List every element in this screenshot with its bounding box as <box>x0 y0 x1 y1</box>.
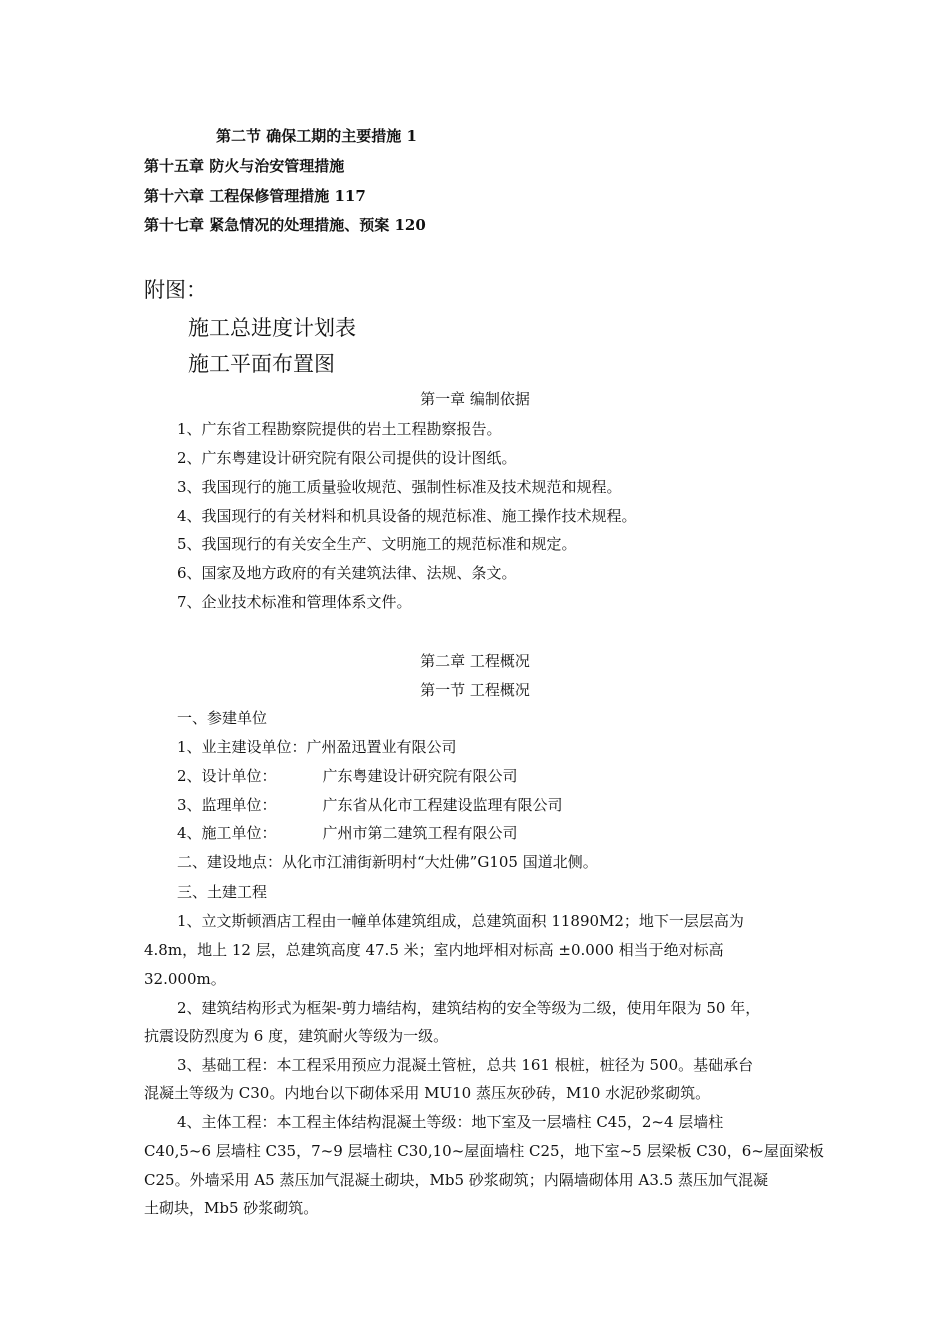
paragraph-line: 混凝土等级为 C30。内地台以下砌体采用 MU10 蒸压灰砂砖，M10 水泥砂浆砌筑。 <box>144 1084 711 1102</box>
paragraph-line: C25。外墙采用 A5 蒸压加气混凝土砌块，Mb5 砂浆砌筑；内隔墙砌体用 A3.5 蒸压加气混凝 <box>144 1171 768 1189</box>
toc-section2: 第二节 确保工期的主要措施 1 <box>216 127 417 145</box>
participant-row <box>177 766 518 786</box>
appendix-item: 施工总进度计划表 <box>188 316 356 340</box>
paragraph-line: 4、主体工程：本工程主体结构混凝土等级：地下室及一层墙柱 C45，2~4 层墙柱 <box>177 1113 724 1131</box>
paragraph-line: 抗震设防烈度为 6 度，建筑耐火等级为一级。 <box>144 1027 449 1045</box>
appendix-heading: 附图： <box>144 278 207 302</box>
list-item: 2、广东粤建设计研究院有限公司提供的设计图纸。 <box>177 449 517 467</box>
list-item: 6、国家及地方政府的有关建筑法律、法规、条文。 <box>177 564 517 582</box>
participant-row <box>177 795 563 815</box>
participant-row <box>177 737 457 757</box>
participants-heading: 一、参建单位 <box>177 709 268 727</box>
toc-chapter16: 第十六章 工程保修管理措施 117 <box>144 187 366 205</box>
toc-chapter15: 第十五章 防火与治安管理措施 <box>144 157 345 175</box>
paragraph-line: 2、建筑结构形式为框架-剪力墙结构，建筑结构的安全等级为二级，使用年限为 50 年， <box>177 999 761 1017</box>
paragraph-line: C40,5~6 层墙柱 C35，7~9 层墙柱 C30,10~屋面墙柱 C25，地下室~5 层梁板 C30，6~屋面梁板 <box>144 1142 824 1160</box>
list-item: 7、企业技术标准和管理体系文件。 <box>177 593 412 611</box>
appendix-item: 施工平面布置图 <box>188 352 335 376</box>
list-item: 5、我国现行的有关安全生产、文明施工的规范标准和规定。 <box>177 535 577 553</box>
paragraph-line: 32.000m。 <box>144 970 226 988</box>
paragraph-line: 3、基础工程：本工程采用预应力混凝土管桩，总共 161 根桩，桩径为 500。基础承台 <box>177 1056 754 1074</box>
participant-value: 广州市第二建筑工程有限公司 <box>322 824 518 842</box>
participant-row <box>177 823 518 843</box>
chapter1-title: 第一章 编制依据 <box>420 390 530 408</box>
participant-value: 广州盈迅置业有限公司 <box>306 738 457 756</box>
participant-label: 1、业主建设单位： <box>177 738 307 756</box>
participant-label: 2、设计单位： <box>177 767 277 785</box>
participant-value: 广东粤建设计研究院有限公司 <box>322 767 518 785</box>
toc-chapter17: 第十七章 紧急情况的处理措施、预案 120 <box>144 216 426 234</box>
list-item: 1、广东省工程勘察院提供的岩土工程勘察报告。 <box>177 420 502 438</box>
paragraph-line: 1、立文斯顿酒店工程由一幢单体建筑组成，总建筑面积 11890M2；地下一层层高为 <box>177 912 744 930</box>
participant-label: 4、施工单位： <box>177 824 277 842</box>
civil-heading: 三、土建工程 <box>177 883 268 901</box>
chapter2-section1-title: 第一节 工程概况 <box>420 681 530 699</box>
paragraph-line: 4.8m，地上 12 层，总建筑高度 47.5 米；室内地坪相对标高 ±0.000 相当于绝对标高 <box>144 941 724 959</box>
participant-value: 广东省从化市工程建设监理有限公司 <box>322 796 563 814</box>
list-item: 3、我国现行的施工质量验收规范、强制性标准及技术规范和规程。 <box>177 478 622 496</box>
paragraph-line: 土砌块，Mb5 砂浆砌筑。 <box>144 1199 319 1217</box>
list-item: 4、我国现行的有关材料和机具设备的规范标准、施工操作技术规程。 <box>177 507 637 525</box>
location-line: 二、建设地点：从化市江浦街新明村“大灶佛”G105 国道北侧。 <box>177 853 598 871</box>
chapter2-title: 第二章 工程概况 <box>420 652 530 670</box>
participant-label: 3、监理单位： <box>177 796 277 814</box>
